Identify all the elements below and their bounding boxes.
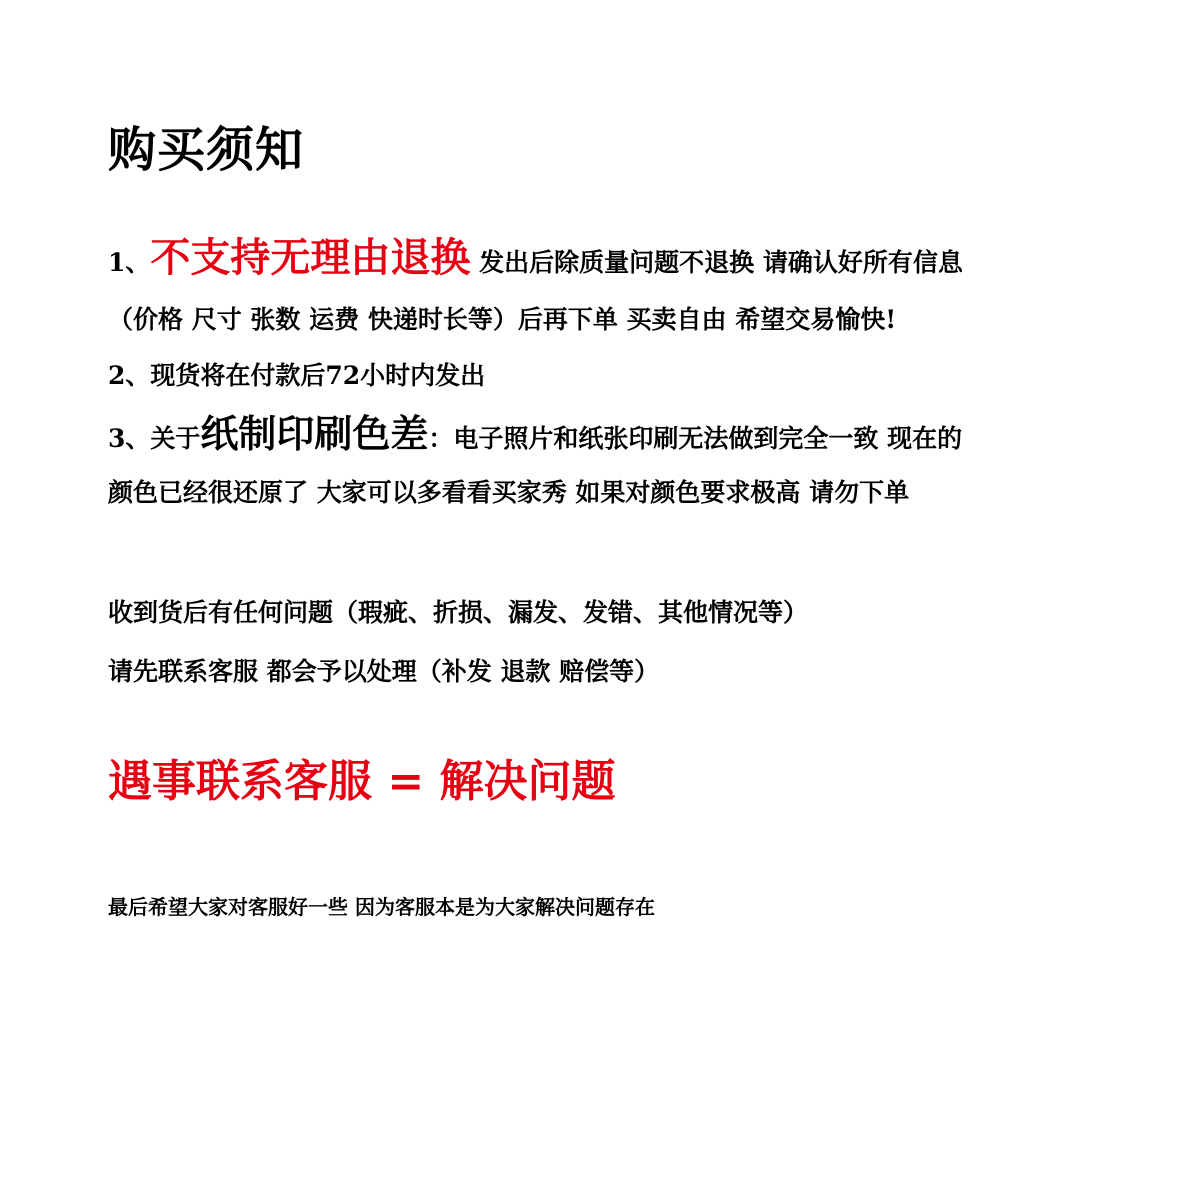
after-sales-line-1: 收到货后有任何问题（瑕疵、折损、漏发、发错、其他情况等） — [108, 598, 809, 627]
rule-2: 2、现货将在付款后72小时内发出 — [108, 361, 486, 390]
rule-3-highlight: 纸制印刷色差 — [200, 411, 429, 456]
rule-1-highlight: 不支持无理由退换 — [150, 234, 471, 281]
rule-3-prefix: 3、关于 — [108, 424, 201, 453]
rule-1-prefix: 1、 — [108, 248, 151, 277]
after-sales-line-2: 请先联系客服 都会予以处理（补发 退款 赔偿等） — [108, 657, 660, 686]
page-title: 购买须知 — [108, 122, 305, 178]
rule-3-line-2: 颜色已经很还原了 大家可以多看看买家秀 如果对颜色要求极高 请勿下单 — [108, 478, 910, 507]
contact-slogan: 遇事联系客服 = 解决问题 — [108, 756, 616, 807]
rule-1-line-2: （价格 尺寸 张数 运费 快递时长等）后再下单 买卖自由 希望交易愉快! — [108, 305, 897, 334]
footer-note: 最后希望大家对客服好一些 因为客服本是为大家解决问题存在 — [108, 895, 655, 919]
rule-3-text: ：电子照片和纸张印刷无法做到完全一致 现在的 — [428, 424, 963, 453]
rule-3-line-1 — [108, 411, 963, 459]
rule-1-text: 发出后除质量问题不退换 请确认好所有信息 — [470, 248, 963, 277]
rule-1-line-1 — [108, 234, 963, 283]
